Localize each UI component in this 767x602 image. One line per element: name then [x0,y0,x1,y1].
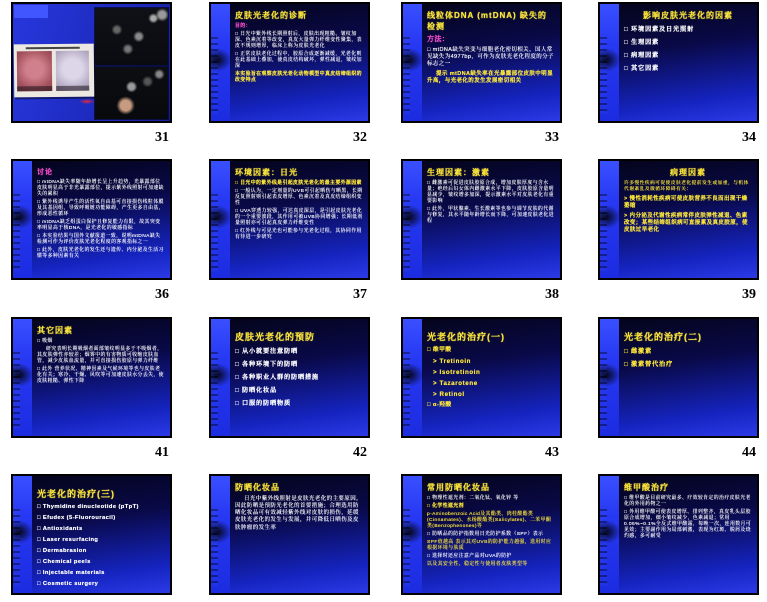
slide-preview[interactable] [11,317,172,438]
slide-title: 皮肤光老化的诊断 [235,11,307,20]
slide-text-line: 目的： [235,24,251,29]
slide-text-line: 研究表明长期吸烟者面部皱纹明显多于不吸烟者，其皮肤弹性亦较差；烟雾中的有害物质可收缩皮肤血管，减少皮肤血流量，并可直接损伤胶原与弹力纤维 [37,346,163,364]
slide-title: 光老化的治疗(一) [427,332,505,342]
slide-text-line: □ Dermabrasion [37,547,87,554]
slide-accent-strip [600,161,619,278]
slide-accent-strip [600,319,619,436]
slide-accent-strip [13,476,32,593]
slide-text-line: > Tretinoin [433,357,472,365]
slide-thumbnail-33[interactable] [401,2,562,146]
slide-content [235,7,363,119]
slide-accent-strip [403,476,422,593]
slide-text-line: □ UVA穿透力较强，可达真皮深层，是引起皮肤光老化的一个重要波段，其作用可被UVB协同增强；长期低剂量照射亦可引起真皮弹力纤维变性 [235,208,363,226]
slide-text-line: > Retinol [433,390,465,398]
slide-text-line: □ Injectable materials [37,569,105,576]
slide-thumbnail-31[interactable] [11,2,172,146]
slide-preview[interactable] [209,159,370,280]
slide-content [235,479,363,591]
slide-text-line: 方法： [427,36,450,43]
slide-number: 43 [545,445,559,460]
slide-title: 线粒体DNA (mtDNA) 缺失的检测 [427,11,547,31]
slide-text-line: □ 各种环境下的防晒 [235,361,298,369]
slide-text-line: □ Antioxidants [37,525,83,532]
blue-block [14,5,48,18]
slide-content [624,7,752,119]
slide-accent-strip [13,319,32,436]
slide-thumbnail-37[interactable] [209,159,370,303]
slide-accent-strip [600,4,619,121]
photo-collage [13,4,170,121]
slide-text-line: □ Laser resurfacing [37,536,99,543]
slide-preview[interactable] [11,474,172,595]
slide-preview[interactable] [209,474,370,595]
slide-text-line: □ 维甲酸是目前研究最多、疗效较肯定的治疗皮肤光老化的外用药物之一 [624,496,751,507]
slide-thumbnail-row4-1[interactable] [11,474,172,602]
slide-accent-strip [211,476,230,593]
slide-content [37,164,165,276]
slide-text-line: 许多慢性疾病可促使皮肤老化提前发生或加重，与机体代谢紊乱及微循环障碍有关： [624,181,749,193]
slide-text-line: □ 雌激素 [624,348,653,355]
slide-text-line: □ 此外 营养状况、精神因素及气候环境等也与皮肤老化有关；寒冷、干燥、风吹等可加速皮肤水分丢失，使皮肤粗糙、弹性下降 [37,366,164,384]
slide-title: 生理因素：激素 [427,168,490,177]
slide-text-line: SPF值越高 表示其对UVB的防护能力越强，选用时应根据环境与肤质 [427,539,552,551]
slide-preview[interactable] [11,2,172,123]
equipment-photo-top [95,8,168,65]
slide-text-line: 本实验旨在观察皮肤光老化动物模型中真皮结缔组织的改变特点 [235,71,362,83]
slide-thumbnail-36[interactable] [11,159,172,303]
slide-content [427,322,555,434]
slide-preview[interactable] [598,474,759,595]
slide-text-line: □ mtDNA缺失突变与细胞老化密切相关，国人常见缺失为4977bp，可作为皮肤光老化程度的分子标志之一 [427,46,554,67]
slide-preview[interactable] [401,2,562,123]
slide-text-line: □ 日光中紫外线长期照射后，皮肤出现粗糙、皱纹加深、色素沉着等改变，真皮大量弹力纤维变性聚集，表皮不规则增厚，临床上称为皮肤光老化 [235,31,362,49]
slide-content [37,479,165,591]
slide-title: 防晒化妆品 [235,483,280,492]
slide-text-line: □ 雌激素可促进皮肤胶原合成，增加皮肤厚度与含水量；绝经后妇女体内雌激素水平下降，皮肤胶原含量明显减少，皱纹增多加深，提示激素水平对皮肤老化有重要影响 [427,181,554,204]
slide-accent-strip [403,319,422,436]
slide-text-line: □ Chemical peels [37,558,91,565]
equipment-photo-bottom [95,67,168,119]
slide-text-line: □ 口服的防晒物质 [235,400,291,408]
slide-title: 影响皮肤光老化的因素 [643,11,733,20]
slide-text-line: □ 环境因素及日光照射 [624,26,694,33]
slide-text-line: □ 防晒品的防护指数用日光防护系数（SPF）表示 [427,531,544,537]
slide-text-line: 提示 mtDNA缺失率在光暴露部位皮肤中明显升高，与光老化的发生发展密切相关 [427,70,553,84]
slide-text-line: □ 日光中的紫外线是引起皮肤光老化的最主要外源因素 [235,181,362,186]
slide-thumbnail-34[interactable] [598,2,759,146]
slide-accent-strip [211,161,230,278]
slide-number: 37 [353,287,367,302]
specimen-image-red [17,51,52,91]
slide-text-line: □ 激素替代治疗 [624,361,673,369]
slide-content [427,479,555,591]
slide-content [235,164,363,276]
slide-thumbnail-43[interactable] [401,317,562,461]
slide-accent-strip [403,4,422,121]
slide-number: 31 [155,130,169,145]
slide-content [13,4,170,121]
slide-text-line: □ 防晒化妆品 [235,387,277,395]
slide-text-line: > 内分泌及代谢性疾病常伴皮肤弹性减退、色素改变；某些结缔组织病可直接累及真皮胶原，使皮肤过早老化 [624,212,748,234]
slide-text-line: □ 外用维甲酸可使表皮增厚、排列整齐，真皮乳头层胶原合成增加，细小皱纹减少，色素减退；常用0.05%~0.1%全反式维甲酸霜，每晚一次，连用数月可见效；主要副作用为局部刺激，表现为红斑、脱屑及烧灼感，多可耐受 [624,509,752,539]
slide-title: 讨论 [37,169,53,176]
slide-thumbnail-38[interactable] [401,159,562,303]
slide-thumbnail-41[interactable] [11,317,172,461]
specimen-image-pale [56,51,89,91]
slide-text-line: □ 选择时还应注意产品对UVA的防护 [427,553,512,559]
slide-text-line: □ 此外，甲状腺素、生长激素等也参与调节皮肤的代谢与修复，其水平随年龄增长而下降，可加速皮肤老化进程 [427,206,554,224]
slide-content [624,479,752,591]
slide-text-line: □ Thymidine dinucleotide (pTpT) [37,503,139,510]
slide-text-line: □ 各种职业人群的防晒措施 [235,374,319,382]
slide-text-line: □ 此外，皮肤光老化的发生还与遗传、内分泌及生活习惯等多种因素有关 [37,247,164,259]
slide-text-line: □ 红外线与可见光也可能参与光老化过程，其协同作用有待进一步研究 [235,228,362,240]
slide-number: 42 [353,445,367,460]
slide-number: 32 [353,130,367,145]
slide-thumbnail-row4-2[interactable] [209,474,370,602]
slide-text-line: □ mtDNA缺乏组蛋白保护且修复能力有限，故其突变率明显高于核DNA，是光老化的敏感指标 [37,219,161,231]
slide-text-line: □ 吸烟 [37,339,53,344]
slide-number: 36 [155,287,169,302]
slide-accent-strip [600,476,619,593]
slide-accent-strip [403,161,422,278]
slide-text-line: □ 正常皮肤老化过程中，胶原合成逐渐减缓，光老化则在此基础上叠加，使真皮结构破坏，弹性减退，皱纹加深 [235,51,362,69]
slide-text-line: □ 其它因素 [624,65,660,73]
slide-text-line: □ 病理因素 [624,52,660,60]
slide-accent-strip [211,4,230,121]
slide-thumbnail-39[interactable] [598,159,759,303]
slide-title: 皮肤光老化的预防 [235,332,316,342]
slide-accent-strip [13,161,32,278]
slide-number: 34 [742,130,756,145]
slide-preview[interactable] [598,159,759,280]
slide-thumbnail-row4-3[interactable] [401,474,562,602]
slide-title: 病理因素 [670,168,706,177]
slide-title: 维甲酸治疗 [624,483,669,492]
red-annotation-mark [79,99,95,104]
slide-text-line: 日光中紫外线照射是皮肤光老化的主要原因，因此防晒是预防光老化的首要措施；合理选用防晒化妆品可有效减轻紫外线对皮肤的损伤，延缓皮肤光老化的发生与发展，并可降低日晒伤及皮肤肿瘤的发生率 [235,496,363,531]
slide-title: 其它因素 [37,326,73,335]
slide-text-line: □ 紫外线诱导产生的活性氧自由基可直接损伤线粒体膜及其基因组，导致呼吸链功能障碍，产生更多自由基，形成恶性循环 [37,199,164,217]
slide-text-line: 以及其安全性、稳定性与使用者皮肤类型等 [427,561,528,567]
slide-title: 环境因素：日光 [235,168,298,177]
slide-accent-strip [211,319,230,436]
slide-number: 33 [545,130,559,145]
slide-content [624,164,752,276]
slide-preview[interactable] [209,2,370,123]
slide-text-line: □ Cosmetic surgery [37,580,99,587]
slide-text-line: > 慢性消耗性疾病可使皮肤营养不良而出现干燥萎缩 [624,195,748,210]
slide-preview[interactable] [401,159,562,280]
slide-thumbnail-32[interactable] [209,2,370,146]
slide-content [624,322,752,434]
specimen-photo-card [14,44,95,98]
slide-text-line: □ mtDNA缺失率随年龄增长呈上升趋势，光暴露部位皮肤明显高于非光暴露部位，提示紫外线照射可加速缺失的累积 [37,180,164,197]
slide-title: 常用防晒化妆品 [427,483,490,492]
slide-content [235,322,363,434]
slide-thumbnail-row4-4[interactable] [598,474,759,602]
slide-preview[interactable] [598,317,759,438]
slide-content [427,7,555,119]
slide-number: 44 [742,445,756,460]
slide-content [37,322,165,434]
slide-text-line: □ 从小就要注意防晒 [235,348,298,355]
slide-number: 39 [742,287,756,302]
slide-text-line: □ 维甲酸 [427,346,452,353]
slide-preview[interactable] [598,2,759,123]
slide-title: 光老化的治疗(三) [37,489,115,499]
slide-title: 光老化的治疗(二) [624,332,702,342]
slide-text-line: □ α-羟酸 [427,402,452,409]
slide-content [427,164,555,276]
slide-text-line: □ Efudex (5-Fluorouracil) [37,514,116,521]
slide-text-line: > Isotretinoin [433,368,481,376]
slide-thumbnail-42[interactable] [209,317,370,461]
slide-preview[interactable] [11,159,172,280]
slide-text-line: □ 本实验结果与国外文献报道一致，说明mtDNA缺失检测可作为评价皮肤光老化程度的客观指标之一 [37,233,161,245]
slide-number: 38 [545,287,559,302]
slide-preview[interactable] [401,317,562,438]
slide-preview[interactable] [209,317,370,438]
slide-text-line: □ 化学性遮光剂 [427,503,464,509]
slide-thumbnail-44[interactable] [598,317,759,461]
slide-text-line: □ 生理因素 [624,39,660,47]
slide-text-line: p-Aminobenzoic Acid及其酯类、肉桂酸酯类(Cinnamates)、水杨酸酯类(Salicylates)、二苯甲酮类(Benzophenones)等 [427,511,552,529]
slide-preview[interactable] [401,474,562,595]
slide-number: 41 [155,445,169,460]
slide-text-line: > Tazarotene [433,379,478,387]
slide-text-line: □ 物理性遮光剂：二氧化钛、氧化锌 等 [427,496,519,501]
slide-text-line: □ 一般认为，一定剂量的UVB可引起晒伤与晒黑，长期反复照射则引起表皮增厚、色素沉着及真皮结缔组织变性 [235,188,363,206]
